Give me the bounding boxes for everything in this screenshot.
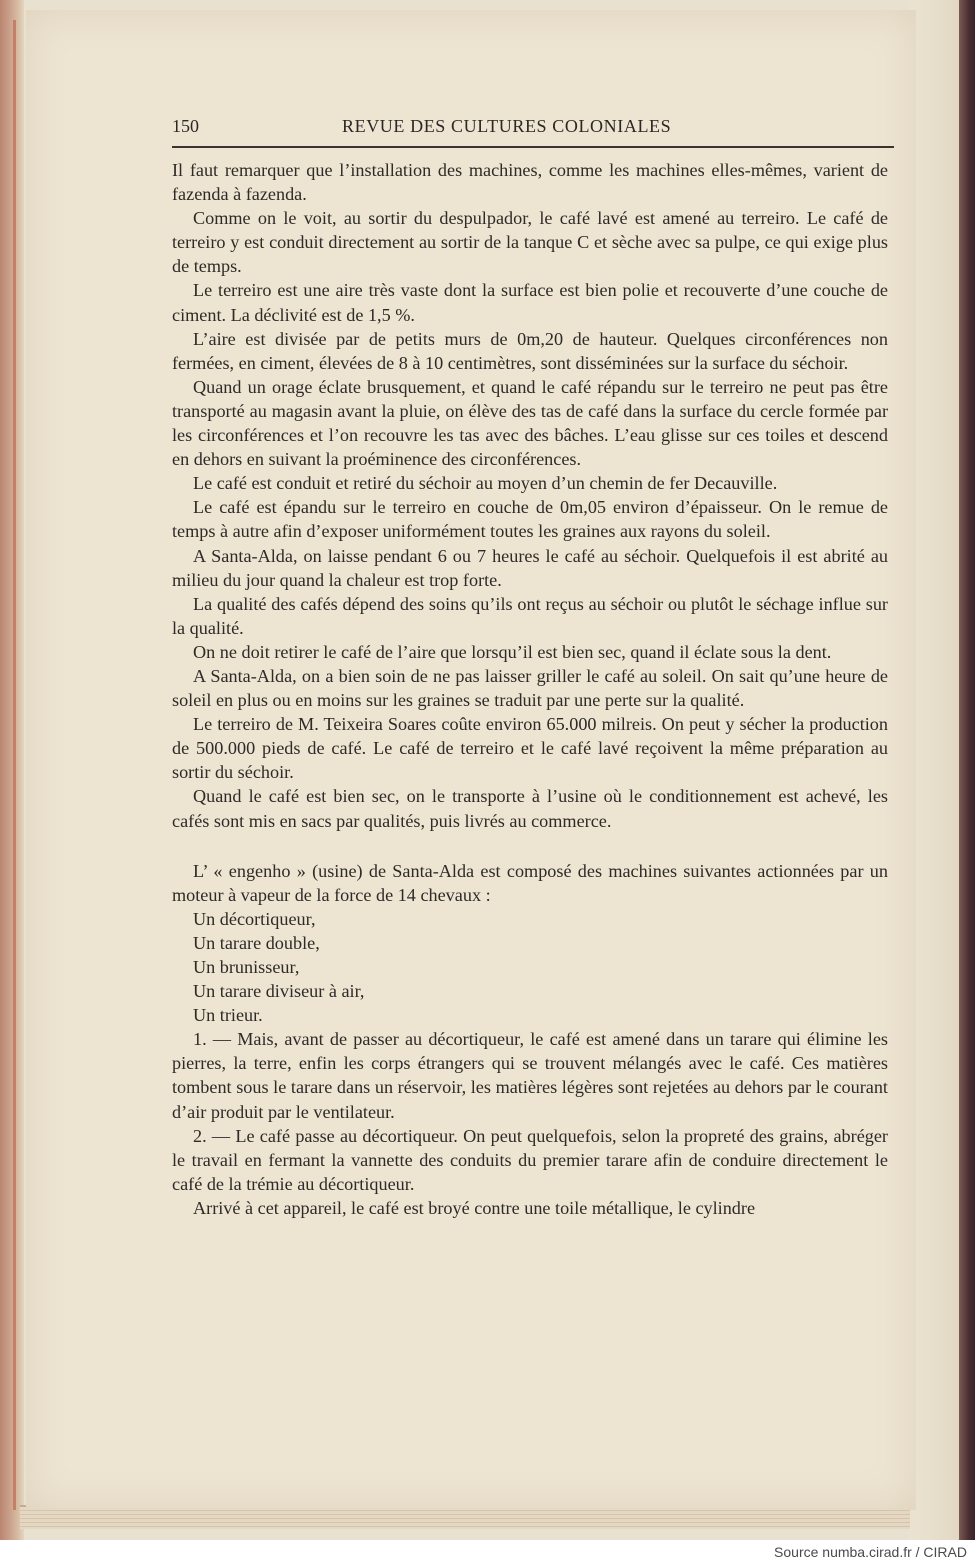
section-gap [172,833,888,859]
book-cover-edge [959,0,975,1540]
paragraph: Comme on le voit, au sortir du despulpador, le café lavé est amené au terreiro. Le café de terreiro y est conduit directement au sortir de la tanque C et sèche avec sa pulpe, ce qui exige plus de temps. [172,208,888,277]
paragraph: A Santa-Alda, on a bien soin de ne pas laisser griller le café au soleil. On sait qu’une heure de soleil en plus ou en moins sur les graines se traduit par une perte sur la qualité. [172,665,888,711]
paragraph: 1. — Mais, avant de passer au décortiqueur, le café est amené dans un tarare qui élimine les pierres, la terre, enfin les corps étrangers qui se trouvent mélangés avec le café. Ces matières tombent sous le tarare dans un réservoir, les matières légères sont rejetées au dehors par le courant d’air produit par le ventilateur. [172,1029,888,1122]
paragraph: L’ « engenho » (usine) de Santa-Alda est composé des machines suivantes actionnées par un moteur à vapeur de la force de 14 chevaux : [172,860,888,905]
paragraph: Le café est épandu sur le terreiro en couche de 0m,05 environ d’épaisseur. On le remue de temps à autre afin d’exposer uniformément toutes les graines aux rayons du soleil. [172,497,888,542]
paragraph: Le café est conduit et retiré du séchoir au moyen d’un chemin de fer Decauville. [193,473,778,494]
machine-list-item: Un tarare diviseur à air, [193,981,365,1002]
paragraph: Quand un orage éclate brusquement, et quand le café répandu sur le terreiro ne peut pas être transporté au magasin avant la pluie, on élève des tas de café dans la surface du cercle formée par les circonférences et l’on recouvre les tas avec des bâches. L’eau glisse sur ces toiles et descend en dehors en suivant la proéminence des circonférences. [172,376,888,470]
running-title: REVUE DES CULTURES COLONIALES [342,116,672,136]
paragraph: Arrivé à cet appareil, le café est broyé contre une toile métallique, le cylindre [193,1197,756,1218]
page-number: 150 [172,116,199,136]
header-rule [172,146,894,148]
machine-list-item: Un brunisseur, [193,957,300,977]
paragraph: A Santa-Alda, on laisse pendant 6 ou 7 heures le café au séchoir. Quelquefois il est abrité au milieu du jour quand la chaleur est trop forte. [172,545,888,590]
paragraph: Il faut remarquer que l’installation des machines, comme les machines elles-mêmes, varient de fazenda à fazenda. [172,160,888,205]
paragraph: On ne doit retirer le café de l’aire que lorsqu’il est bien sec, quand il éclate sous la dent. [193,641,832,662]
paragraph: 2. — Le café passe au décortiqueur. On peut quelquefois, selon la propreté des grains, abréger le travail en fermant la vannette des conduits du premier tarare afin de conduire directement le café de la trémie au décortiqueur. [172,1125,888,1194]
paragraph: Le terreiro de M. Teixeira Soares coûte environ 65.000 milreis. On peut y sécher la production de 500.000 pieds de café. Le café de terreiro et le café lavé reçoivent la même préparation au sortir du séchoir. [172,714,888,783]
body-text [172,158,888,1220]
paragraph: Le terreiro est une aire très vaste dont la surface est bien polie et recouverte d’une couche de ciment. La déclivité est de 1,5 %. [172,280,888,325]
paragraph: Quand le café est bien sec, on le transporte à l’usine où le conditionnement est achevé, les cafés sont mis en sacs par qualités, puis livrés au commerce. [172,786,888,831]
machine-list-item: Un tarare double, [193,932,320,953]
source-credit: Source numba.cirad.fr / CIRAD [774,1544,967,1560]
paragraph: L’aire est divisée par de petits murs de 0m,20 de hauteur. Quelques circonférences non fermées, en ciment, élevées de 8 à 10 centimètres, sont disséminées sur la surface du séchoir. [172,328,888,373]
running-header [172,116,895,142]
left-edge-binding-mark [13,20,16,1510]
machine-list-item: Un trieur. [193,1005,263,1026]
machine-list-item: Un décortiqueur, [193,908,316,929]
left-page-edge [0,0,24,1540]
paragraph: La qualité des cafés dépend des soins qu’ils ont reçus au séchoir ou plutôt le séchage influe sur la qualité. [172,593,888,638]
